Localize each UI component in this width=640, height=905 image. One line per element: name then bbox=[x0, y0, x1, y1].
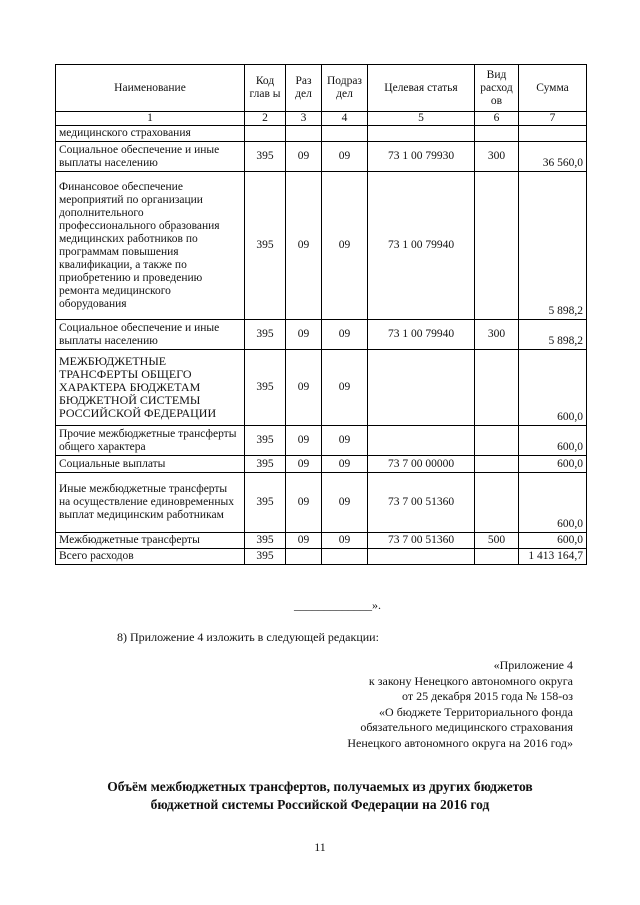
col-number: 7 bbox=[519, 112, 587, 126]
row-podrazdel: 09 bbox=[322, 456, 368, 473]
row-razdel: 09 bbox=[286, 456, 322, 473]
title-line: Объём межбюджетных трансфертов, получаемых из других бюджетов bbox=[107, 779, 533, 794]
row-summa: 600,0 bbox=[519, 350, 587, 426]
row-vid bbox=[475, 172, 519, 320]
row-kod: 395 bbox=[245, 426, 286, 456]
row-name: Социальные выплаты bbox=[56, 456, 245, 473]
row-name: МЕЖБЮДЖЕТНЫЕ ТРАНСФЕРТЫ ОБЩЕГО ХАРАКТЕРА БЮДЖЕТАМ БЮДЖЕТНОЙ СИСТЕМЫ РОССИЙСКОЙ ФЕДЕРАЦИИ bbox=[56, 350, 245, 426]
appendix-line: «О бюджете Территориального фонда bbox=[379, 704, 573, 719]
header-name: Наименование bbox=[56, 65, 245, 112]
header-summa: Сумма bbox=[519, 65, 587, 112]
col-number: 5 bbox=[368, 112, 475, 126]
row-podrazdel: 09 bbox=[322, 320, 368, 350]
closing-mark: _____________». bbox=[294, 598, 381, 612]
row-kod: 395 bbox=[245, 350, 286, 426]
appendix-line: «Приложение 4 bbox=[493, 658, 573, 672]
row-vid bbox=[475, 426, 519, 456]
row-summa: 600,0 bbox=[519, 426, 587, 456]
row-article: 73 1 00 79940 bbox=[368, 172, 475, 320]
row-summa: 600,0 bbox=[519, 533, 587, 549]
row-vid bbox=[475, 456, 519, 473]
row-razdel: 09 bbox=[286, 320, 322, 350]
row-vid: 300 bbox=[475, 320, 519, 350]
row-podrazdel: 09 bbox=[322, 350, 368, 426]
column-numbers-row bbox=[56, 112, 587, 126]
header-podrazdel: Подраз дел bbox=[322, 65, 368, 112]
row-article bbox=[368, 126, 475, 142]
row-name: Иные межбюджетные трансферты на осуществление единовременных выплат медицинским работникам bbox=[56, 473, 245, 533]
table-row bbox=[56, 320, 587, 350]
row-kod bbox=[245, 126, 286, 142]
table-row bbox=[56, 456, 587, 473]
row-kod: 395 bbox=[245, 142, 286, 172]
appendix-line: к закону Ненецкого автономного округа bbox=[368, 673, 573, 688]
row-kod: 395 bbox=[245, 320, 286, 350]
table-row-total bbox=[56, 549, 587, 565]
page-number: 11 bbox=[314, 840, 326, 854]
row-article: 73 1 00 79930 bbox=[368, 142, 475, 172]
row-article: 73 7 00 51360 bbox=[368, 473, 475, 533]
row-razdel: 09 bbox=[286, 172, 322, 320]
row-razdel: 09 bbox=[286, 426, 322, 456]
row-name: Межбюджетные трансферты bbox=[56, 533, 245, 549]
row-podrazdel: 09 bbox=[322, 473, 368, 533]
row-razdel bbox=[286, 549, 322, 565]
row-podrazdel: 09 bbox=[322, 533, 368, 549]
row-name: Финансовое обеспечение мероприятий по организации дополнительного профессионального образования медицинских работников по программам повышения квалификации, а также по приобретению и проведению ремонта медицинского оборудования bbox=[56, 172, 245, 320]
header-vid: Вид расход ов bbox=[475, 65, 519, 112]
col-number: 3 bbox=[286, 112, 322, 126]
row-kod: 395 bbox=[245, 172, 286, 320]
row-kod: 395 bbox=[245, 533, 286, 549]
table-row bbox=[56, 426, 587, 456]
header-article: Целевая статья bbox=[368, 65, 475, 112]
row-vid bbox=[475, 126, 519, 142]
section-title bbox=[40, 778, 600, 814]
row-vid bbox=[475, 350, 519, 426]
row-article: 73 1 00 79940 bbox=[368, 320, 475, 350]
row-podrazdel bbox=[322, 549, 368, 565]
row-podrazdel: 09 bbox=[322, 142, 368, 172]
row-razdel: 09 bbox=[286, 350, 322, 426]
row-summa: 5 898,2 bbox=[519, 172, 587, 320]
table-row bbox=[56, 473, 587, 533]
row-razdel: 09 bbox=[286, 142, 322, 172]
row-summa: 600,0 bbox=[519, 456, 587, 473]
table-row bbox=[56, 142, 587, 172]
instruction-text: 8) Приложение 4 изложить в следующей редакции: bbox=[117, 630, 379, 644]
row-razdel: 09 bbox=[286, 533, 322, 549]
row-podrazdel: 09 bbox=[322, 426, 368, 456]
row-podrazdel: 09 bbox=[322, 172, 368, 320]
table-row bbox=[56, 126, 587, 142]
row-name: Социальное обеспечение и иные выплаты населению bbox=[56, 142, 245, 172]
row-vid bbox=[475, 549, 519, 565]
row-article bbox=[368, 549, 475, 565]
title-line: бюджетной системы Российской Федерации на 2016 год bbox=[150, 797, 490, 812]
appendix-header bbox=[273, 658, 573, 751]
table-row bbox=[56, 172, 587, 320]
row-summa: 600,0 bbox=[519, 473, 587, 533]
appendix-line: от 25 декабря 2015 года № 158-оз bbox=[401, 689, 573, 703]
col-number: 4 bbox=[322, 112, 368, 126]
row-vid: 500 bbox=[475, 533, 519, 549]
row-name: Социальное обеспечение и иные выплаты населению bbox=[56, 320, 245, 350]
row-name: Всего расходов bbox=[56, 549, 245, 565]
col-number: 6 bbox=[475, 112, 519, 126]
row-kod: 395 bbox=[245, 473, 286, 533]
row-article bbox=[368, 426, 475, 456]
col-number: 1 bbox=[56, 112, 245, 126]
row-article bbox=[368, 350, 475, 426]
row-vid: 300 bbox=[475, 142, 519, 172]
row-article: 73 7 00 51360 bbox=[368, 533, 475, 549]
table-header-row bbox=[56, 65, 587, 112]
table-row bbox=[56, 533, 587, 549]
row-summa: 1 413 164,7 bbox=[519, 549, 587, 565]
row-summa: 36 560,0 bbox=[519, 142, 587, 172]
row-razdel bbox=[286, 126, 322, 142]
header-razdel: Раз дел bbox=[286, 65, 322, 112]
row-summa bbox=[519, 126, 587, 142]
row-kod: 395 bbox=[245, 549, 286, 565]
row-podrazdel bbox=[322, 126, 368, 142]
row-kod: 395 bbox=[245, 456, 286, 473]
row-vid bbox=[475, 473, 519, 533]
appendix-line: Ненецкого автономного округа на 2016 год» bbox=[347, 735, 573, 750]
row-name: Прочие межбюджетные трансферты общего характера bbox=[56, 426, 245, 456]
row-name: медицинского страхования bbox=[56, 126, 245, 142]
budget-table bbox=[55, 64, 587, 565]
row-summa: 5 898,2 bbox=[519, 320, 587, 350]
row-article: 73 7 00 00000 bbox=[368, 456, 475, 473]
appendix-line: обязательного медицинского страхования bbox=[360, 720, 573, 734]
col-number: 2 bbox=[245, 112, 286, 126]
header-kod: Код глав ы bbox=[245, 65, 286, 112]
table-row bbox=[56, 350, 587, 426]
row-razdel: 09 bbox=[286, 473, 322, 533]
